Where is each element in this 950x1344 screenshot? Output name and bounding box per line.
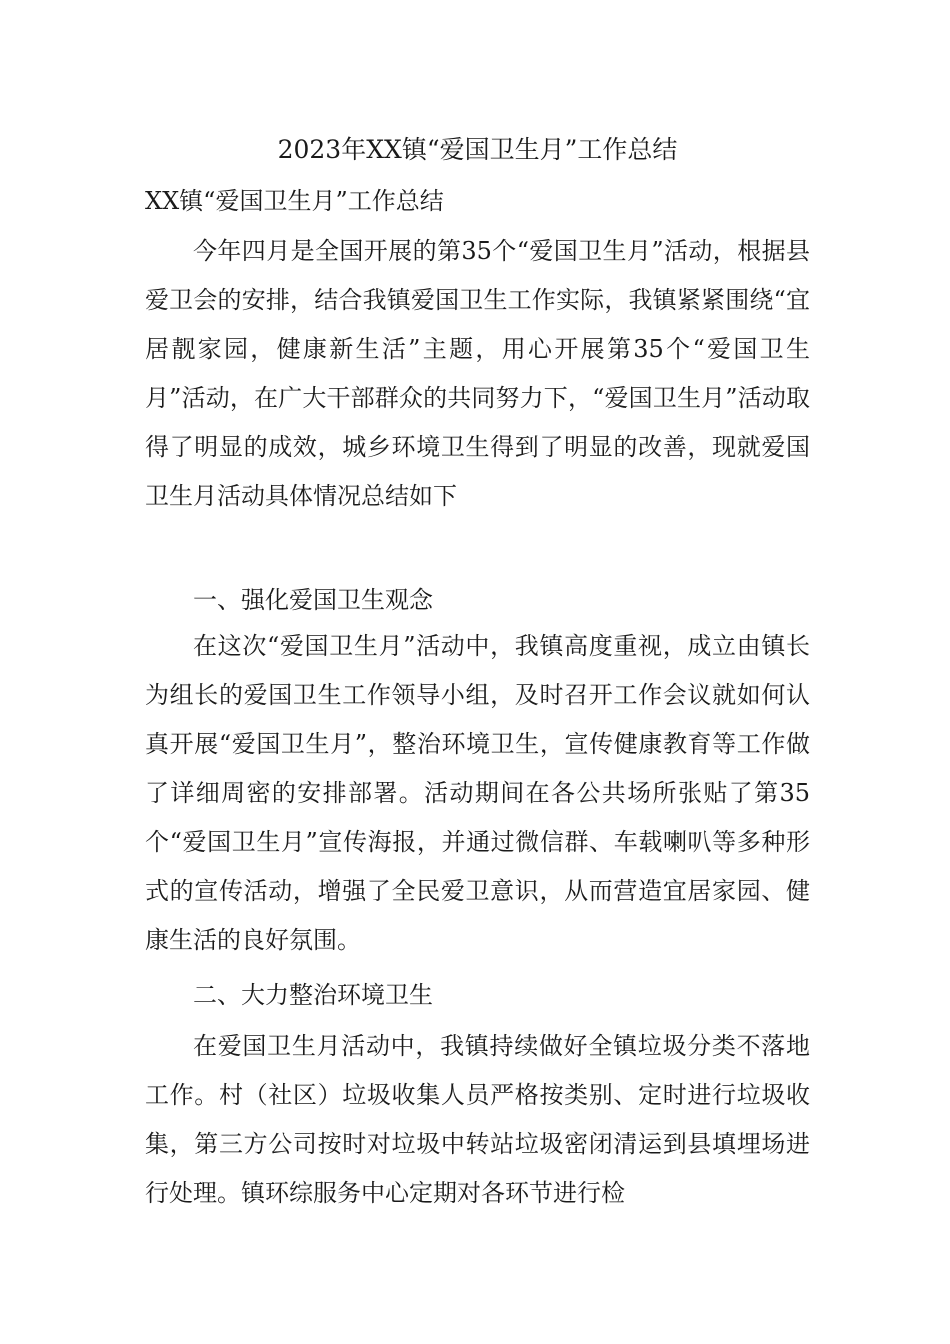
document-title: 2023年XX镇“爱国卫生月”工作总结 — [277, 135, 678, 164]
section-heading: 一、强化爱国卫生观念 — [193, 586, 433, 614]
document-subtitle: XX镇“爱国卫生月”工作总结 — [145, 187, 444, 215]
section-paragraph: 在爱国卫生月活动中，我镇持续做好全镇垃圾分类不落地工作。村（社区）垃圾收集人员严格按类别、定时进行垃圾收集，第三方公司按时对垃圾中转站垃圾密闭清运到县填埋场进行处理。镇环综服务中心定期对各环节进行检 — [145, 1032, 810, 1207]
section-paragraph: 在这次“爱国卫生月”活动中，我镇高度重视，成立由镇长为组长的爱国卫生工作领导小组，及时召开工作会议就如何认真开展“爱国卫生月”，整治环境卫生，宣传健康教育等工作做了详细周密的安排部署。活动期间在各公共场所张贴了第35个“爱国卫生月”宣传海报，并通过微信群、车载喇叭等多种形式的宣传活动，增强了全民爱卫意识，从而营造宜居家园、健康生活的良好氛围。 — [145, 632, 810, 954]
section-heading: 二、大力整治环境卫生 — [193, 981, 433, 1009]
intro-paragraph: 今年四月是全国开展的第35个“爱国卫生月”活动，根据县爱卫会的安排，结合我镇爱国卫生工作实际，我镇紧紧围绕“宜居靓家园，健康新生活”主题，用心开展第35个“爱国卫生月”活动，在广大干部群众的共同努力下，“爱国卫生月”活动取得了明显的成效，城乡环境卫生得到了明显的改善，现就爱国卫生月活动具体情况总结如下 — [145, 237, 810, 510]
